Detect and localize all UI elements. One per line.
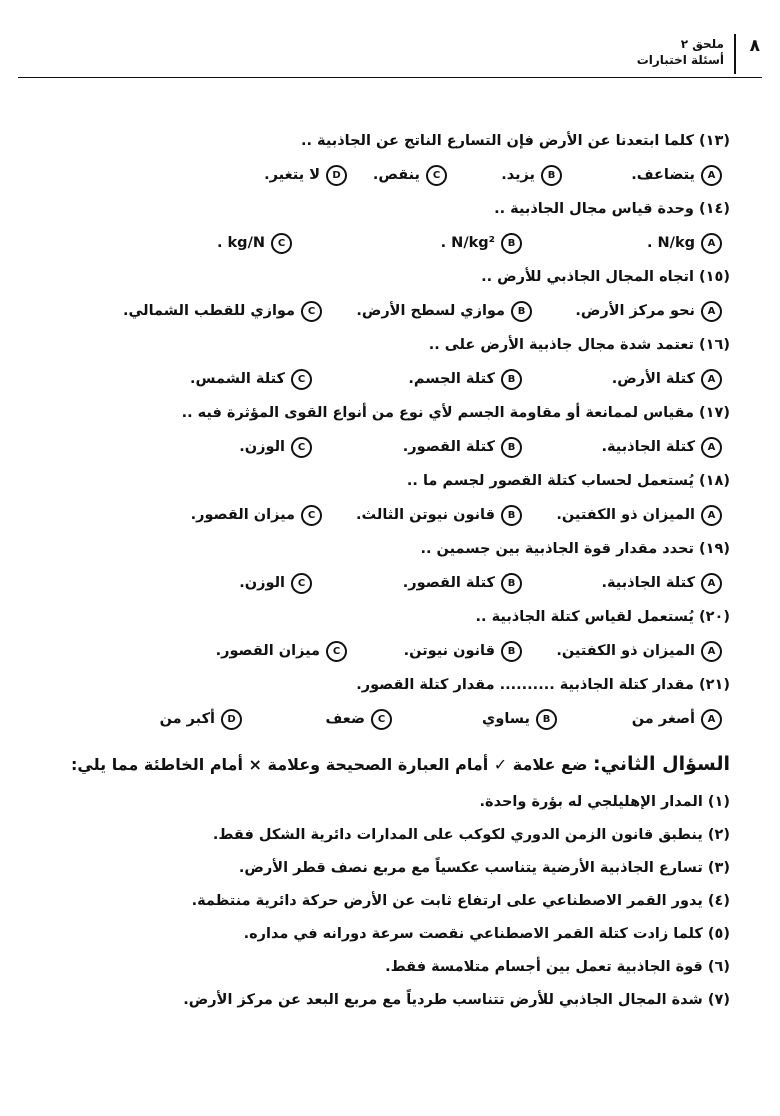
option-letter-c: C	[291, 369, 312, 390]
options-18	[40, 498, 730, 532]
option-letter-a: A	[701, 709, 722, 730]
option-letter-c: C	[271, 233, 292, 254]
option-a[interactable]: A أصغر من	[557, 709, 722, 730]
option-b[interactable]: B كتلة القصور.	[312, 437, 522, 458]
option-a[interactable]: A . N/kg	[522, 233, 722, 254]
option-b[interactable]: B قانون نيوتن.	[347, 641, 522, 662]
option-c[interactable]: C كتلة الشمس.	[190, 369, 312, 390]
options-16	[40, 362, 730, 396]
option-a[interactable]: A يتضاعف.	[562, 165, 722, 186]
option-letter-b: B	[536, 709, 557, 730]
option-letter-a: A	[701, 369, 722, 390]
option-c[interactable]: C الوزن.	[239, 437, 312, 458]
appendix-label: ملحق ٢	[680, 37, 724, 51]
options-19	[40, 566, 730, 600]
option-letter-c: C	[301, 505, 322, 526]
option-letter-a: A	[701, 641, 722, 662]
option-letter-c: C	[301, 301, 322, 322]
statement-1: (١) المدار الإهليلجي له بؤرة واحدة.	[479, 794, 730, 810]
question-15: (١٥) اتجاه المجال الجاذبي للأرض ..	[481, 269, 730, 285]
option-letter-b: B	[501, 233, 522, 254]
option-letter-a: A	[701, 437, 722, 458]
option-b[interactable]: B يساوي	[392, 709, 557, 730]
option-b[interactable]: B . N/kg²	[292, 233, 522, 254]
page-content	[40, 124, 730, 1017]
section-2-heading	[40, 742, 730, 786]
option-letter-b: B	[501, 505, 522, 526]
option-letter-a: A	[701, 573, 722, 594]
option-a[interactable]: A كتلة الجاذبية.	[522, 437, 722, 458]
option-letter-c: C	[291, 437, 312, 458]
options-14	[40, 226, 730, 260]
option-c[interactable]: C ينقص.	[347, 165, 447, 186]
option-letter-d: D	[221, 709, 242, 730]
header-text	[637, 36, 724, 68]
statement-3: (٣) تسارع الجاذبية الأرضية يتناسب عكسياً مع مربع نصف قطر الأرض.	[238, 860, 730, 876]
option-c[interactable]: C الوزن.	[239, 573, 312, 594]
option-c[interactable]: C ميزان القصور.	[191, 505, 322, 526]
option-letter-c: C	[291, 573, 312, 594]
option-letter-b: B	[511, 301, 532, 322]
statement-2: (٢) ينطبق قانون الزمن الدوري لكوكب على المدارات دائرية الشكل فقط.	[212, 827, 730, 843]
option-b[interactable]: B قانون نيوتن الثالث.	[322, 505, 522, 526]
option-letter-b: B	[501, 369, 522, 390]
question-17: (١٧) مقياس لممانعة أو مقاومة الجسم لأي نوع من أنواع القوى المؤثرة فيه ..	[181, 405, 730, 421]
page-header	[18, 34, 762, 78]
option-b[interactable]: B كتلة الجسم.	[312, 369, 522, 390]
header-rule	[18, 77, 762, 78]
option-letter-b: B	[541, 165, 562, 186]
question-21: (٢١) مقدار كتلة الجاذبية .......... مقدار كتلة القصور.	[356, 677, 730, 693]
section-2-title: السؤال الثاني:	[593, 753, 730, 775]
option-d[interactable]: D لا يتغير.	[264, 165, 347, 186]
options-13	[40, 158, 730, 192]
option-a[interactable]: A الميزان ذو الكفتين.	[522, 505, 722, 526]
header-subtitle: أسئلة اختبارات	[636, 53, 724, 67]
question-20: (٢٠) يُستعمل لقياس كتلة الجاذبية ..	[475, 609, 730, 625]
options-15	[40, 294, 730, 328]
options-20	[40, 634, 730, 668]
statement-7: (٧) شدة المجال الجاذبي للأرض تتناسب طردياً مع مربع البعد عن مركز الأرض.	[183, 992, 730, 1008]
option-letter-a: A	[701, 301, 722, 322]
question-19: (١٩) تحدد مقدار قوة الجاذبية بين جسمين ..	[420, 541, 730, 557]
option-b[interactable]: B يزيد.	[447, 165, 562, 186]
option-c[interactable]: C ميزان القصور.	[216, 641, 347, 662]
options-17	[40, 430, 730, 464]
option-letter-b: B	[501, 641, 522, 662]
option-a[interactable]: A كتلة الأرض.	[522, 369, 722, 390]
option-letter-c: C	[426, 165, 447, 186]
options-21	[40, 702, 730, 736]
option-letter-a: A	[701, 165, 722, 186]
option-letter-a: A	[701, 505, 722, 526]
header-divider	[734, 34, 736, 74]
section-2-instruction: ضع علامة ✓ أمام العبارة الصحيحة وعلامة × أمام الخاطئة مما يلي:	[71, 755, 588, 774]
question-13: (١٣) كلما ابتعدنا عن الأرض فإن التسارع الناتج عن الجاذبية ..	[300, 133, 730, 149]
option-a[interactable]: A الميزان ذو الكفتين.	[522, 641, 722, 662]
option-letter-d: D	[326, 165, 347, 186]
option-a[interactable]: A نحو مركز الأرض.	[532, 301, 722, 322]
option-c[interactable]: C ضعف	[242, 709, 392, 730]
option-letter-c: C	[371, 709, 392, 730]
statement-6: (٦) قوة الجاذبية تعمل بين أجسام متلامسة فقط.	[385, 959, 730, 975]
option-letter-c: C	[326, 641, 347, 662]
question-18: (١٨) يُستعمل لحساب كتلة القصور لجسم ما ..	[406, 473, 730, 489]
option-b[interactable]: B كتلة القصور.	[312, 573, 522, 594]
option-letter-a: A	[701, 233, 722, 254]
option-c[interactable]: C موازي للقطب الشمالي.	[123, 301, 322, 322]
option-a[interactable]: A كتلة الجاذبية.	[522, 573, 722, 594]
statement-4: (٤) يدور القمر الاصطناعي على ارتفاع ثابت عن الأرض حركة دائرية منتظمة.	[191, 893, 730, 909]
page-number: ٨	[749, 36, 760, 56]
question-14: (١٤) وحدة قياس مجال الجاذبية ..	[494, 201, 730, 217]
option-b[interactable]: B موازي لسطح الأرض.	[322, 301, 532, 322]
option-c[interactable]: C . kg/N	[217, 233, 292, 254]
option-letter-b: B	[501, 437, 522, 458]
option-d[interactable]: D أكبر من	[160, 709, 242, 730]
statement-5: (٥) كلما زادت كتلة القمر الاصطناعي نقصت سرعة دورانه في مداره.	[243, 926, 730, 942]
option-letter-b: B	[501, 573, 522, 594]
question-16: (١٦) تعتمد شدة مجال جاذبية الأرض على ..	[428, 337, 730, 353]
